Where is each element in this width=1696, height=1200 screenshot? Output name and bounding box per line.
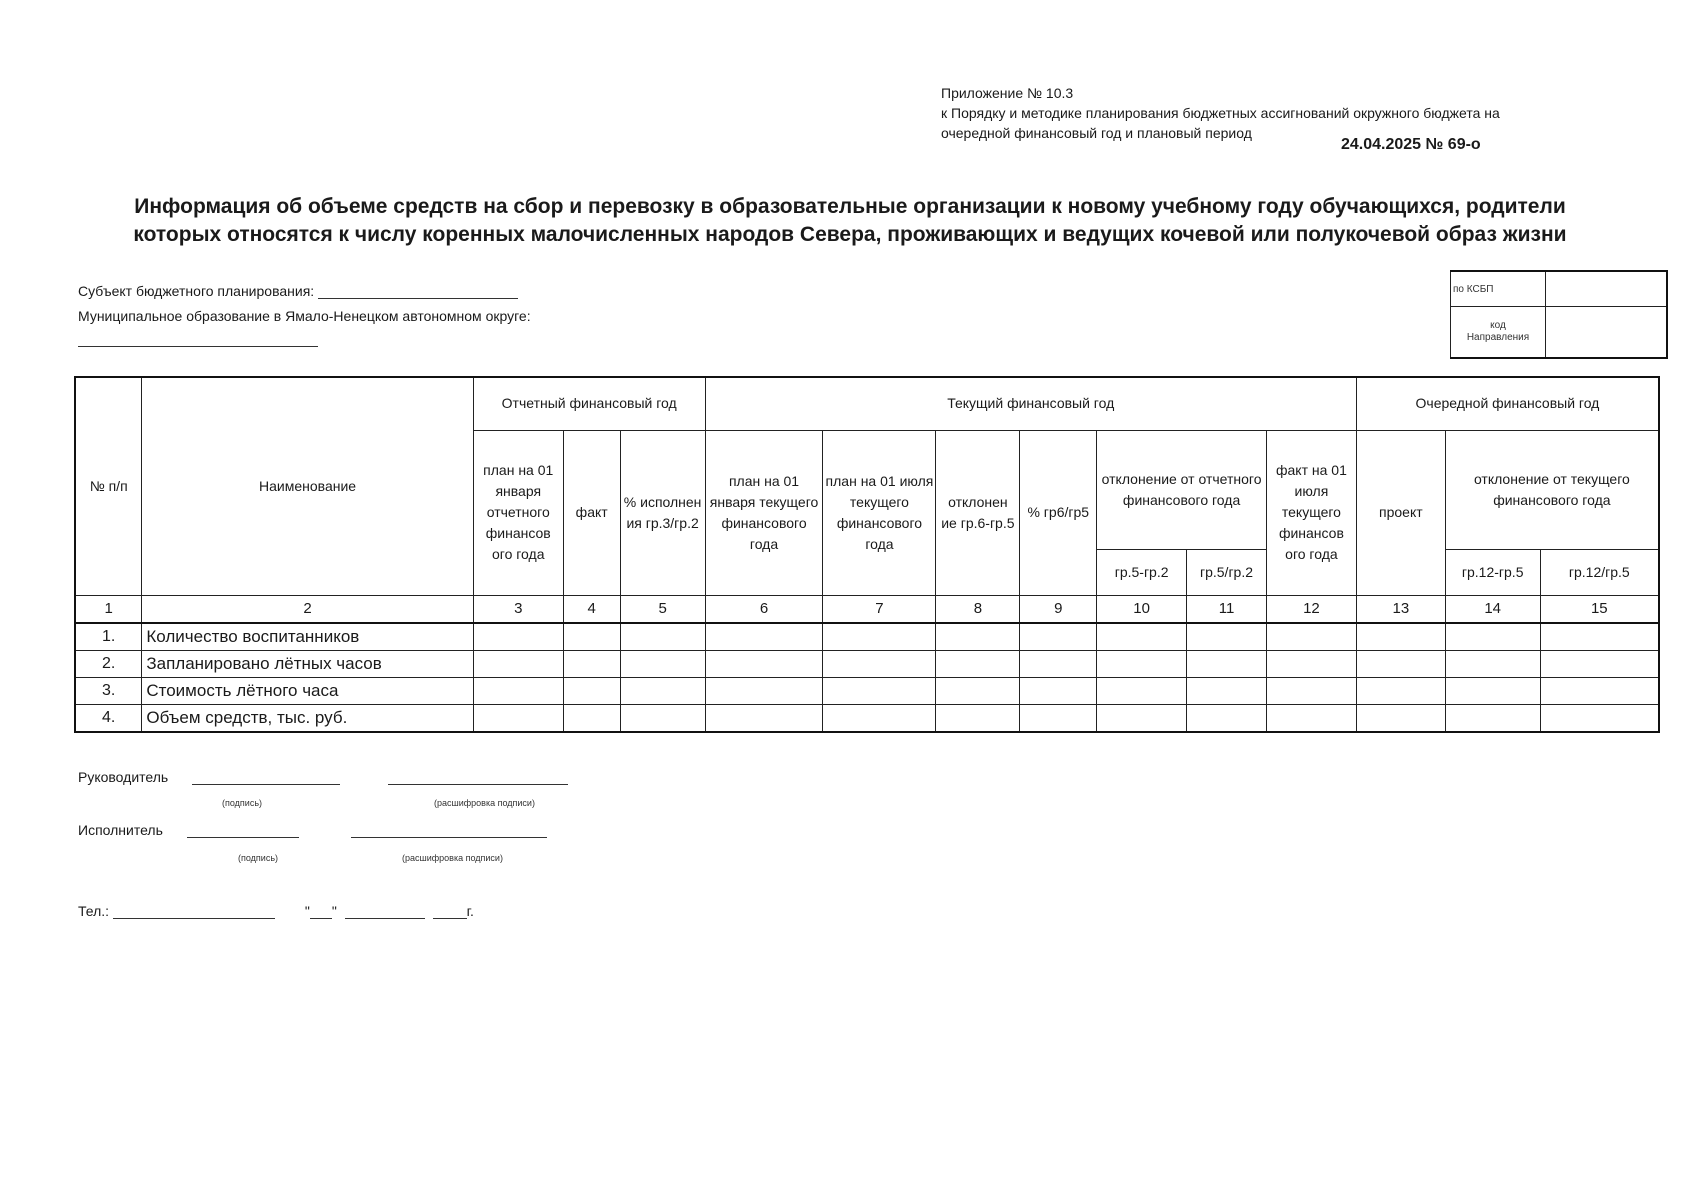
value-cell[interactable]	[936, 650, 1020, 677]
executor-decode-blank[interactable]	[351, 837, 547, 838]
table-row	[75, 677, 1659, 704]
head-label: Руководитель	[78, 769, 169, 785]
codes-table	[1450, 270, 1668, 359]
table-row	[75, 704, 1659, 732]
value-cell[interactable]	[1540, 650, 1659, 677]
header-col-13: проект	[1356, 430, 1445, 595]
appendix-block	[941, 83, 1641, 153]
row-number: 1.	[75, 623, 142, 651]
header-col-9: % гр6/гр5	[1020, 430, 1097, 595]
value-cell[interactable]	[1356, 650, 1445, 677]
value-cell[interactable]	[936, 704, 1020, 732]
row-number: 3.	[75, 677, 142, 704]
value-cell[interactable]	[1266, 623, 1356, 651]
row-number: 4.	[75, 704, 142, 732]
row-name: Запланировано лётных часов	[142, 650, 473, 677]
head-decode-blank[interactable]	[388, 784, 568, 785]
appendix-line-3: очередной финансовый год и плановый период	[941, 125, 1252, 141]
header-col-5: % исполнен ия гр.3/гр.2	[620, 430, 705, 595]
value-cell[interactable]	[936, 677, 1020, 704]
header-col-11: гр.5/гр.2	[1187, 549, 1267, 595]
executor-sign-hint: (подпись)	[238, 853, 279, 863]
value-cell[interactable]	[1445, 677, 1540, 704]
value-cell[interactable]	[563, 704, 620, 732]
value-cell[interactable]	[1540, 677, 1659, 704]
head-signature	[78, 769, 568, 785]
executor-decode-hint: (расшифровка подписи)	[402, 853, 503, 863]
table-row	[75, 623, 1659, 651]
header-col-6: план на 01 января текущего финансового года	[705, 430, 823, 595]
title-line-2: которых относятся к числу коренных малочисленных народов Севера, проживающих и ведущих кочевой или полукочевой образ жизни	[133, 223, 1567, 246]
value-cell[interactable]	[1356, 704, 1445, 732]
direction-label	[1451, 307, 1546, 359]
value-cell[interactable]	[1540, 623, 1659, 651]
value-cell[interactable]	[473, 623, 563, 651]
main-table	[74, 376, 1660, 733]
subject-label: Субъект бюджетного планирования:	[78, 283, 315, 299]
value-cell[interactable]	[620, 623, 705, 651]
value-cell[interactable]	[473, 704, 563, 732]
value-cell[interactable]	[1266, 650, 1356, 677]
direction-value[interactable]	[1546, 307, 1668, 359]
document-title	[60, 193, 1640, 249]
value-cell[interactable]	[1020, 677, 1097, 704]
header-name: Наименование	[142, 377, 473, 595]
index-cell: 10	[1097, 595, 1187, 623]
value-cell[interactable]	[705, 704, 823, 732]
phone-date-line	[78, 903, 474, 919]
value-cell[interactable]	[563, 650, 620, 677]
value-cell[interactable]	[620, 650, 705, 677]
value-cell[interactable]	[1187, 704, 1267, 732]
appendix-line-1: Приложение № 10.3	[941, 85, 1074, 101]
group-report-year: Отчетный финансовый год	[473, 377, 705, 430]
subject-blank[interactable]	[318, 298, 518, 299]
header-col-15: гр.12/гр.5	[1540, 549, 1659, 595]
phone-blank[interactable]	[113, 918, 275, 919]
index-cell: 4	[563, 595, 620, 623]
phone-label: Тел.:	[78, 903, 110, 919]
index-cell: 15	[1540, 595, 1659, 623]
value-cell[interactable]	[1356, 623, 1445, 651]
quote-close: "	[331, 903, 337, 919]
value-cell[interactable]	[936, 623, 1020, 651]
value-cell[interactable]	[1187, 677, 1267, 704]
value-cell[interactable]	[823, 623, 936, 651]
row-name: Стоимость лётного часа	[142, 677, 473, 704]
value-cell[interactable]	[620, 677, 705, 704]
header-col-14-15: отклонение от текущего финансового года	[1445, 430, 1659, 549]
group-current-year: Текущий финансовый год	[705, 377, 1356, 430]
value-cell[interactable]	[823, 650, 936, 677]
value-cell[interactable]	[1097, 623, 1187, 651]
subject-field	[78, 283, 518, 299]
quote-open: "	[304, 903, 310, 919]
value-cell[interactable]	[1356, 677, 1445, 704]
index-cell: 9	[1020, 595, 1097, 623]
executor-label: Исполнитель	[78, 822, 163, 838]
value-cell[interactable]	[1020, 623, 1097, 651]
value-cell[interactable]	[823, 677, 936, 704]
appendix-line-2: к Порядку и методике планирования бюджетных ассигнований окружного бюджета на	[941, 105, 1500, 121]
month-blank[interactable]	[345, 918, 425, 919]
index-cell: 12	[1266, 595, 1356, 623]
ksbp-label: по КСБП	[1451, 271, 1546, 307]
value-cell[interactable]	[1445, 623, 1540, 651]
value-cell[interactable]	[1187, 623, 1267, 651]
head-sign-blank[interactable]	[192, 784, 340, 785]
value-cell[interactable]	[1020, 704, 1097, 732]
index-cell: 14	[1445, 595, 1540, 623]
header-num: № п/п	[75, 377, 142, 595]
value-cell[interactable]	[1097, 677, 1187, 704]
value-cell[interactable]	[1187, 650, 1267, 677]
index-cell: 3	[473, 595, 563, 623]
header-col-14: гр.12-гр.5	[1445, 549, 1540, 595]
index-cell: 13	[1356, 595, 1445, 623]
title-line-1: Информация об объеме средств на сбор и перевозку в образовательные организации к новому учебному году обучающихся, родители	[134, 195, 1566, 218]
executor-signature	[78, 822, 547, 838]
header-col-10: гр.5-гр.2	[1097, 549, 1187, 595]
year-suffix: г.	[466, 903, 474, 919]
header-col-3: план на 01 января отчетного финансов ого года	[473, 430, 563, 595]
group-next-year: Очередной финансовый год	[1356, 377, 1659, 430]
row-name: Объем средств, тыс. руб.	[142, 704, 473, 732]
day-blank[interactable]	[310, 918, 332, 919]
value-cell[interactable]	[473, 650, 563, 677]
row-name: Количество воспитанников	[142, 623, 473, 651]
value-cell[interactable]	[1020, 650, 1097, 677]
header-col-7: план на 01 июля текущего финансового года	[823, 430, 936, 595]
appendix-date: 24.04.2025 № 69-о	[1341, 136, 1481, 153]
value-cell[interactable]	[563, 677, 620, 704]
header-col-8: отклонен ие гр.6-гр.5	[936, 430, 1020, 595]
index-cell: 7	[823, 595, 936, 623]
header-col-12: факт на 01 июля текущего финансов ого года	[1266, 430, 1356, 595]
municipal-label: Муниципальное образование в Ямало-Ненецком автономном округе:	[78, 308, 531, 324]
value-cell[interactable]	[705, 650, 823, 677]
index-cell: 11	[1187, 595, 1267, 623]
head-sign-hint: (подпись)	[222, 798, 263, 808]
value-cell[interactable]	[620, 704, 705, 732]
index-cell: 6	[705, 595, 823, 623]
index-cell: 2	[142, 595, 473, 623]
value-cell[interactable]	[1540, 704, 1659, 732]
value-cell[interactable]	[1266, 704, 1356, 732]
header-col-10-11: отклонение от отчетного финансового года	[1097, 430, 1267, 549]
value-cell[interactable]	[563, 623, 620, 651]
value-cell[interactable]	[1445, 650, 1540, 677]
value-cell[interactable]	[705, 677, 823, 704]
value-cell[interactable]	[705, 623, 823, 651]
value-cell[interactable]	[1097, 650, 1187, 677]
municipal-field	[78, 328, 318, 347]
municipal-blank[interactable]	[78, 328, 318, 347]
year-blank[interactable]	[433, 918, 467, 919]
head-decode-hint: (расшифровка подписи)	[434, 798, 535, 808]
row-number: 2.	[75, 650, 142, 677]
value-cell[interactable]	[823, 704, 936, 732]
column-index-row	[75, 595, 1659, 623]
direction-label-2: Направления	[1466, 332, 1530, 343]
value-cell[interactable]	[1097, 704, 1187, 732]
table-row	[75, 650, 1659, 677]
executor-sign-blank[interactable]	[187, 837, 299, 838]
direction-label-1: код	[1490, 320, 1506, 331]
index-cell: 1	[75, 595, 142, 623]
index-cell: 8	[936, 595, 1020, 623]
index-cell: 5	[620, 595, 705, 623]
ksbp-value[interactable]	[1546, 271, 1668, 307]
value-cell[interactable]	[1266, 677, 1356, 704]
value-cell[interactable]	[473, 677, 563, 704]
header-col-4: факт	[563, 430, 620, 595]
value-cell[interactable]	[1445, 704, 1540, 732]
